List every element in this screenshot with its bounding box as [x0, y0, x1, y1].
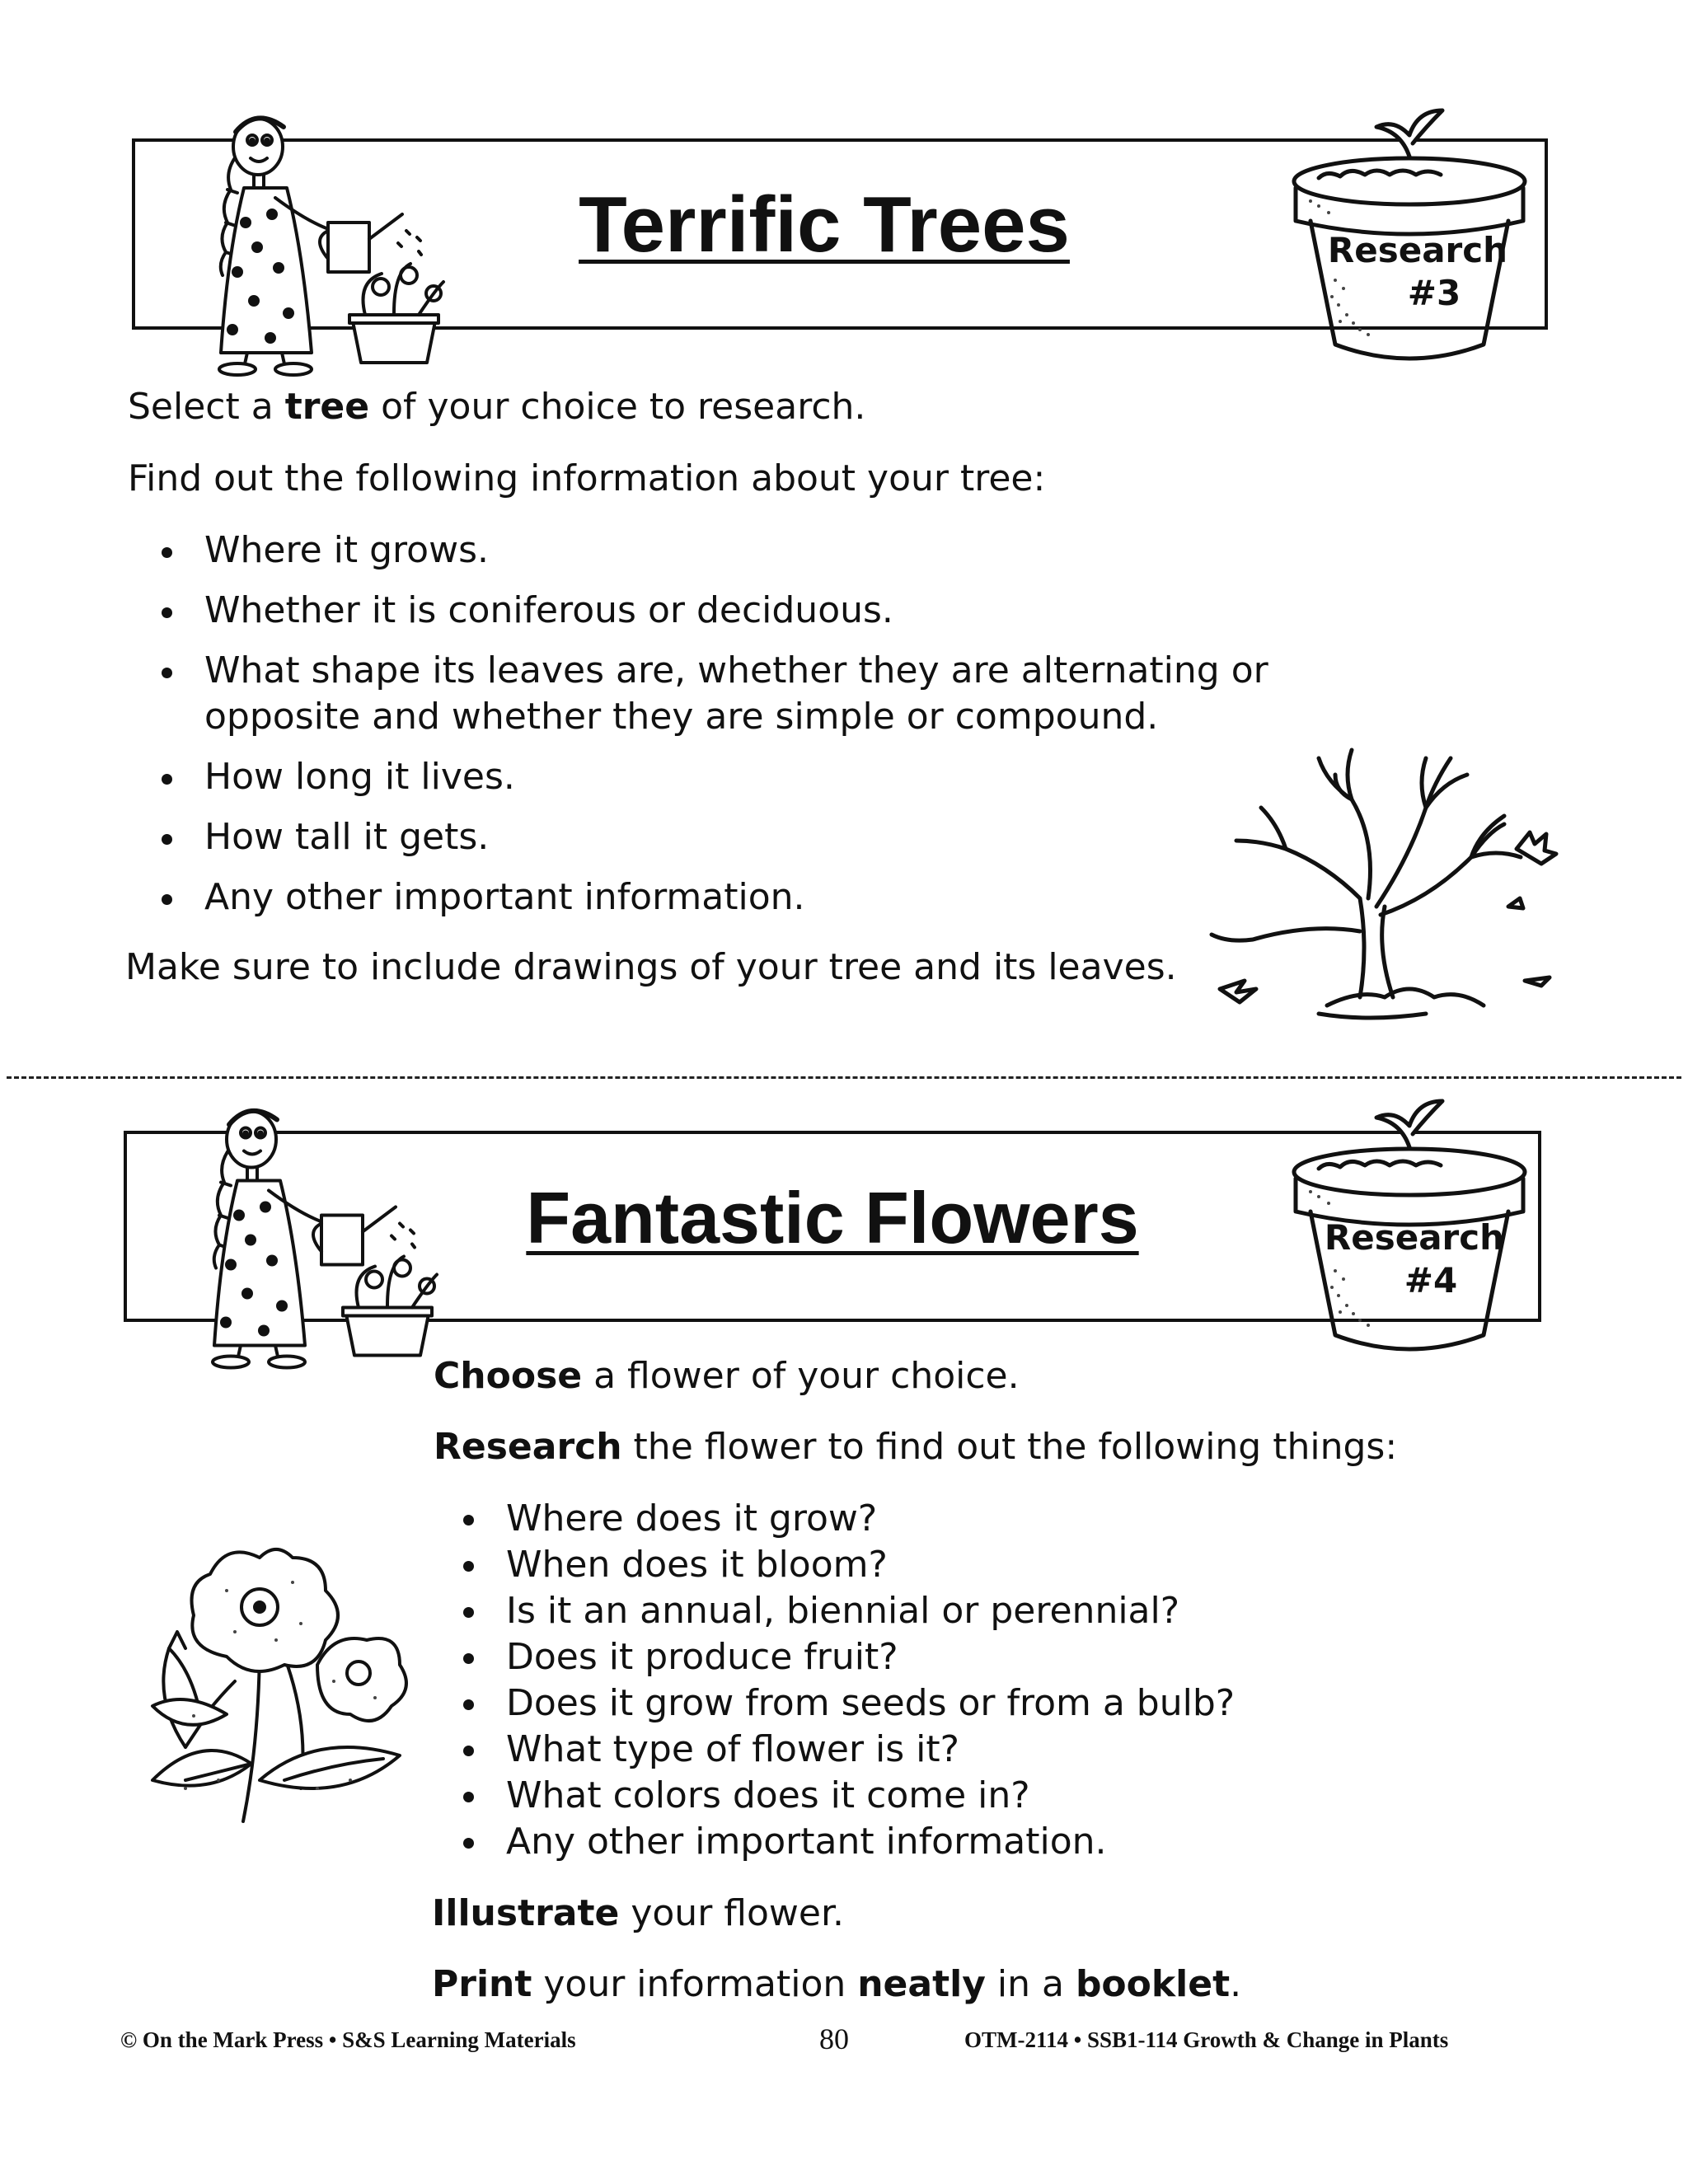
research-badge-3 [1319, 229, 1517, 315]
girl-watering-icon [196, 99, 468, 379]
section-divider [7, 1076, 1681, 1079]
list-item: How tall it gets. [157, 814, 1268, 860]
badge-number: #4 [1404, 1260, 1458, 1301]
page-number: 80 [819, 2022, 849, 2055]
section-title-flowers: Fantastic Flowers [526, 1177, 1139, 1258]
trees-lead: Find out the following information about your tree: [128, 457, 1046, 499]
list-item: What shape its leaves are, whether they are alternating or opposite and whether they are simple or compound. [157, 648, 1268, 740]
section-title-trees: Terrific Trees [579, 180, 1070, 269]
flower-icon [136, 1541, 449, 1838]
list-item: What type of flower is it? [458, 1727, 1235, 1773]
list-item: Is it an annual, biennial or perennial? [458, 1588, 1235, 1634]
list-item: Does it grow from seeds or from a bulb? [458, 1680, 1235, 1727]
footer-product-code: OTM-2114 • SSB1-114 Growth & Change in Plants [964, 2027, 1449, 2052]
footer-publisher: © On the Mark Press • S&S Learning Materials [120, 2027, 576, 2052]
badge-label: Research [1324, 1217, 1505, 1258]
list-item: Where does it grow? [458, 1496, 1235, 1542]
trees-closing: Make sure to include drawings of your tree and its leaves. [125, 946, 1177, 988]
list-item: Any other important information. [157, 874, 1268, 921]
list-item: Whether it is coniferous or deciduous. [157, 588, 1268, 634]
list-item: Where it grows. [157, 527, 1268, 574]
list-item: How long it lives. [157, 754, 1268, 800]
tree-icon [1203, 733, 1591, 1030]
flowers-research: Research the flower to find out the following things: [434, 1426, 1398, 1468]
flowers-bullet-list [458, 1496, 1235, 1865]
trees-bullet-list [157, 527, 1268, 935]
flowers-illustrate: Illustrate your flower. [432, 1892, 844, 1934]
flowers-print: Print your information neatly in a booklet. [432, 1963, 1242, 2005]
flowers-choose: Choose a flower of your choice. [434, 1355, 1020, 1397]
trees-intro: Select a tree of your choice to research. [128, 386, 866, 428]
list-item: Any other important information. [458, 1819, 1235, 1865]
badge-label: Research [1327, 230, 1508, 270]
list-item: Does it produce fruit? [458, 1634, 1235, 1680]
research-badge-4 [1315, 1216, 1513, 1302]
girl-watering-icon [190, 1090, 462, 1374]
list-item: When does it bloom? [458, 1542, 1235, 1588]
list-item: What colors does it come in? [458, 1773, 1235, 1819]
badge-number: #3 [1407, 273, 1461, 313]
